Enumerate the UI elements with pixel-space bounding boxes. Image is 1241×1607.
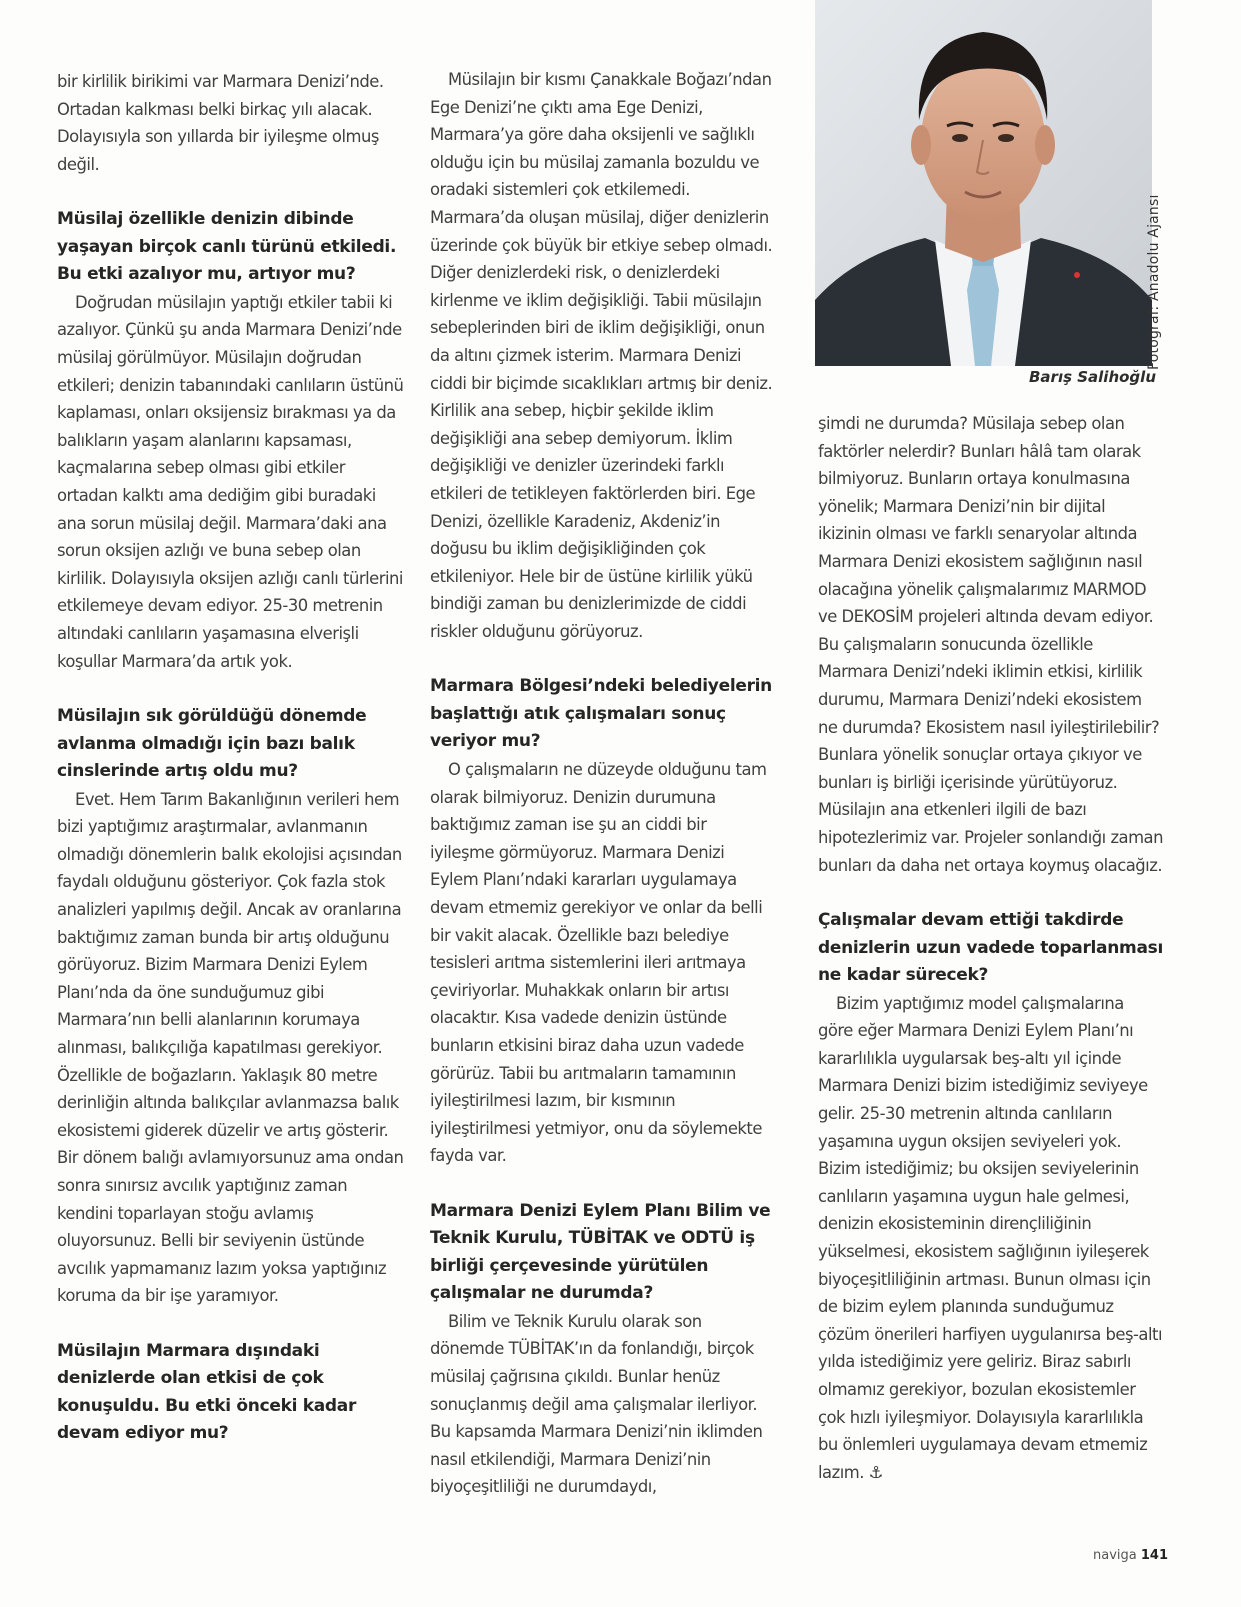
answer-text: Bizim yaptığımız model çalışmalarına göre eğer Marmara Denizi Eylem Planı’nı kararlılıkla uygularsak beş-altı yıl içinde Marmara Denizi bizim istediğimiz seviyeye gelir. 25-30 metrenin altında canlıların yaşamına uygun oksijen seviyeleri yok. Bizim istediğimiz; bu oksijen seviyelerinin canlıların yaşamına uygun hale gelmesi, denizin ekosisteminin dirençliliğinin yükselmesi, ekosistem sağlığının iyileşerek biyoçeşitliliğinin artması. Bunun olması için de bizim eylem planında sunduğumuz çözüm önerileri harfiyen uygulanırsa beş-altı yılda istediğimiz yere geliriz. Biraz sabırlı olmamız gerekiyor, bozulan ekosistemler çok hızlı iyileşmiyor. Dolayısıyla kararlılıkla bu önlemleri uygulamaya devam etmemiz lazım.: [818, 993, 1162, 1482]
photo-caption: Barış Salihoğlu: [1029, 368, 1156, 386]
question-heading: Müsilajın Marmara dışındaki denizlerde olan etkisi de çok konuşuldu. Bu etki önceki kadar devam ediyor mu?: [57, 1340, 357, 1444]
question-heading: Müsilaj özellikle denizin dibinde yaşayan birçok canlı türünü etkiledi. Bu etki azalıyor mu, artıyor mu?: [57, 209, 397, 285]
anchor-icon: ⚓: [868, 1462, 883, 1482]
answer-paragraph: Evet. Hem Tarım Bakanlığının verileri hem bizi yaptığımız araştırmalar, avlanmanın olmadığı dönemlerin balık ekolojisi açısından faydalı olduğunu gösteriyor. Çok fazla stok analizleri yapılmış değil. Ancak av oranlarına baktığımız zaman bunda bir artış olduğunu görüyoruz. Bizim Marmara Denizi Eylem Planı’nda da öne sunduğumuz gibi Marmara’nın belli alanlarının korumaya alınması, balıkçılığa kapatılması gerekiyor. Özellikle de boğazların. Yaklaşık 80 metre derinliğin altında balıkçılar avlanmazsa balık ekosistemi giderek düzelir ve artış gösterir. Bir dönem balığı avlamıyorsunuz ama ondan sonra sınırsız avcılık yaptığınız zaman kendini toparlayan stoğu avlamış oluyorsunuz. Belli bir seviyenin üstünde avcılık yapmamanız lazım yoksa yaptığınız koruma da bir işe yaramıyor.: [57, 789, 404, 1306]
magazine-name: naviga: [1093, 1548, 1137, 1563]
answer-paragraph: Doğrudan müsilajın yaptığı etkiler tabii ki azalıyor. Çünkü şu anda Marmara Denizi’nde müsilaj görülmüyor. Müsilajın doğrudan etkileri; denizin tabanındaki canlıların üstünü kaplaması, onları oksijensiz bırakması ya da balıkların yaşam alanlarını kapsaması, kaçmalarına sebep olması gibi etkiler ortadan kalktı ama dediğim gibi buradaki ana sorun müsilaj değil. Marmara’daki ana sorun oksijen azlığı ve buna sebep olan kirlilik. Dolayısıyla oksijen azlığı canlı türlerini etkilemeye devam ediyor. 25-30 metrenin altındaki canlıların yaşamasına elverişli koşullar Marmara’da artık yok.: [57, 292, 404, 671]
column-3: [818, 410, 1163, 1486]
question-heading: Müsilajın sık görüldüğü dönemde avlanma olmadığı için bazı balık cinslerinde artış oldu mu?: [57, 706, 367, 782]
answer-paragraph: [818, 990, 1163, 1487]
column-1: [57, 68, 407, 1448]
paragraph: bir kirlilik birikimi var Marmara Denizi’nde. Ortadan kalkması belki birkaç yılı alacak. Dolayısıyla son yıllarda bir iyileşme olmuş değil.: [57, 72, 384, 174]
answer-paragraph: Bilim ve Teknik Kurulu olarak son dönemde TÜBİTAK’ın da fonlandığı, birçok müsilaj çağrısına çıkıldı. Bunlar henüz sonuçlanmış değil ama çalışmalar ilerliyor. Bu kapsamda Marmara Denizi’nin iklimden nasıl etkilendiği, Marmara Denizi’nin biyoçeşitliliği ne durumdaydı,: [430, 1311, 763, 1497]
question-heading: Marmara Denizi Eylem Planı Bilim ve Teknik Kurulu, TÜBİTAK ve ODTÜ iş birliği çerçevesinde yürütülen çalışmalar ne durumda?: [430, 1200, 771, 1304]
portrait-photo: [815, 0, 1152, 366]
photo-credit: Fotoğraf: Anadolu Ajansı: [1146, 194, 1162, 370]
answer-paragraph: O çalışmaların ne düzeyde olduğunu tam olarak bilmiyoruz. Denizin durumuna baktığımız zaman ise şu an ciddi bir iyileşme görmüyoruz. Marmara Denizi Eylem Planı’ndaki kararları uygulamaya devam etmemiz gerekiyor ve onlar da belli bir vakit alacak. Özellikle bazı belediye tesisleri arıtma sistemlerini ileri arıtmaya çeviriyorlar. Muhakkak onların bir artısı olacaktır. Kısa vadede denizin üstünde bunların etkisini biraz daha uzun vadede görürüz. Tabii bu arıtmaların tamamının iyileştirilmesi lazım, bir kısmının iyileştirilmesi yetmiyor, onu da söylemekte fayda var.: [430, 759, 767, 1166]
answer-paragraph: şimdi ne durumda? Müsilaja sebep olan faktörler nelerdir? Bunları hâlâ tam olarak bilmiyoruz. Bunların ortaya konulmasına yönelik; Marmara Denizi’nin bir dijital ikizinin olması ve farklı senaryolar altında Marmara Denizi ekosistem sağlığının nasıl olacağına yönelik çalışmalarımız MARMOD ve DEKOSİM projeleri altında devam ediyor. Bu çalışmaların sonucunda özellikle Marmara Denizi’ndeki iklimin etkisi, kirlilik durumu, Marmara Denizi’ndeki ekosistem ne durumda? Ekosistem nasıl iyileştirilebilir? Bunlara yönelik sonuçlar ortaya çıkıyor ve bunları iş birliği içerisinde yürütüyoruz. Müsilajın ana etkenleri ilgili de bazı hipotezlerimiz var. Projeler sonlandığı zaman bunları da daha net ortaya koymuş olacağız.: [818, 414, 1163, 875]
column-2: [430, 66, 775, 1501]
page-footer: [1093, 1548, 1168, 1563]
question-heading: Marmara Bölgesi’ndeki belediyelerin başlattığı atık çalışmaları sonuç veriyor mu?: [430, 676, 772, 752]
page-number: 141: [1140, 1548, 1169, 1563]
question-heading: Çalışmalar devam ettiği takdirde denizlerin uzun vadede toparlanması ne kadar sürecek?: [818, 910, 1163, 986]
answer-paragraph: Müsilajın bir kısmı Çanakkale Boğazı’ndan Ege Denizi’ne çıktı ama Ege Denizi, Marmara’ya göre daha oksijenli ve sağlıklı olduğu için bu müsilaj zamanla bozuldu ve oradaki sistemleri çok etkilemedi. Marmara’da oluşan müsilaj, diğer denizlerin üzerinde çok büyük bir etkiye sebep olmadı. Diğer denizlerdeki risk, o denizlerdeki kirlenme ve iklim değişikliği. Tabii müsilajın sebeplerinden biri de iklim değişikliği, onun da altını çizmek isterim. Marmara Denizi ciddi bir biçimde sıcaklıkları artmış bir deniz. Kirlilik ana sebep, hiçbir şekilde iklim değişikliği ana sebep demiyorum. İklim değişikliği ve denizler üzerindeki farklı etkileri de tetikleyen faktörlerden biri. Ege Denizi, özellikle Karadeniz, Akdeniz’in doğusu bu iklim değişikliğinden çok etkileniyor. Hele bir de üstüne kirlilik yükü bindiği zaman bu denizlerimizde de ciddi riskler olduğunu görüyoruz.: [430, 70, 773, 641]
